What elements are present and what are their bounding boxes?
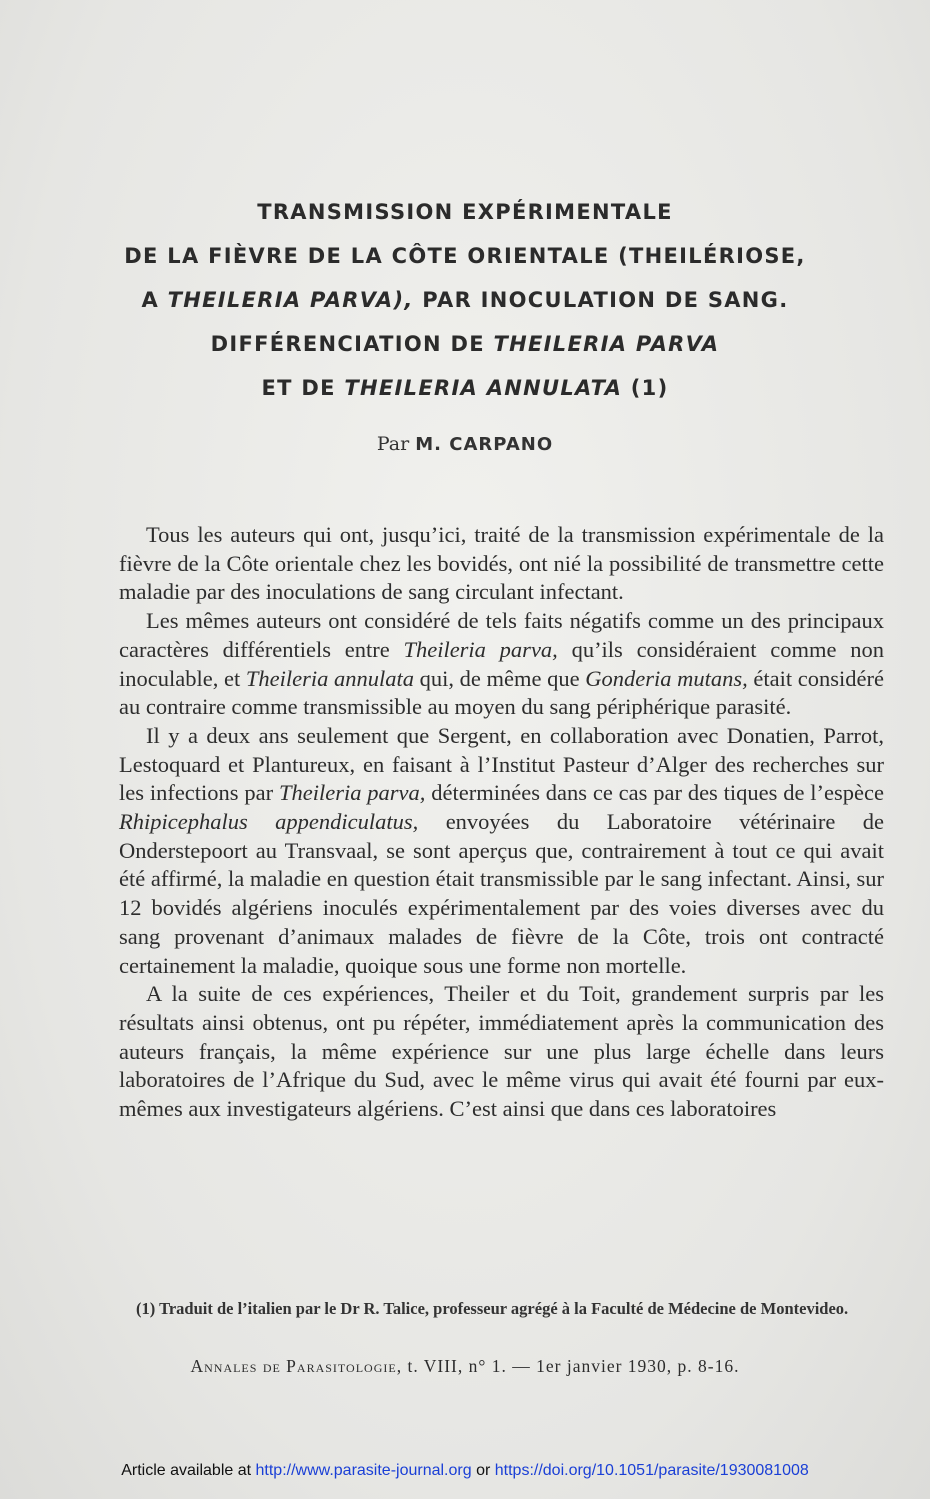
text-run: envoyées du Laboratoire vétérinaire de Onderstepoort au Transvaal, se sont aperçus que, contrairement à tout ce qui avait été affirmé, la maladie en question était transmissible par le sang infectant. Ainsi, sur 12 bovidés algériens inoculés expérimentalement par des voies diverses avec du sang provenant d’animaux malades de fièvre de la Côte, trois ont contracté certainement la maladie, quoique sous une forme non mortelle.	[119, 809, 884, 978]
text-run: Les mêmes auteurs ont considéré de tels faits négatifs comme un des principaux caractères différentiels entre	[119, 608, 884, 662]
access-banner	[0, 1462, 930, 1480]
text-run: déterminées dans ce cas par des tiques de l’espèce	[425, 780, 884, 806]
title-text: A	[141, 288, 168, 312]
species-name: Theileria annulata	[245, 665, 414, 691]
title-line-3	[0, 278, 930, 322]
title-species: THEILERIA ANNULATA	[344, 376, 623, 400]
species-name: Theileria parva,	[278, 780, 426, 806]
title-text: PAR INOCULATION DE SANG.	[413, 288, 789, 312]
title-line-1: TRANSMISSION EXPÉRIMENTALE	[257, 200, 673, 224]
article-title	[0, 190, 930, 410]
author-name: M. CARPANO	[415, 434, 554, 455]
citation-details: , t. VIII, n° 1. — 1er janvier 1930, p. 8-16.	[396, 1356, 740, 1376]
text-run: qu’ils considéraient comme non inoculable, et	[119, 636, 884, 691]
access-middle: or	[471, 1462, 495, 1479]
footnote-ref: (1)	[622, 376, 669, 400]
doi-link[interactable]: https://doi.org/10.1051/parasite/1930081008	[494, 1462, 809, 1479]
title-text: DIFFÉRENCIATION DE	[210, 332, 494, 356]
title-line-2: DE LA FIÈVRE DE LA CÔTE ORIENTALE (THEILÉRIOSE,	[124, 244, 806, 268]
species-name: Rhipicephalus appendiculatus,	[119, 809, 419, 835]
journal-name: Annales de Parasitologie	[190, 1356, 397, 1376]
text-run: Il y a deux ans seulement que Sergent, en collaboration avec Donatien, Parrot, Lestoquard et Plantureux, en faisant à l’Institut Pasteur d’Alger des recherches sur les infections par	[119, 722, 884, 806]
journal-link[interactable]: http://www.parasite-journal.org	[255, 1462, 472, 1479]
article-body	[119, 521, 884, 1124]
title-line-4	[0, 322, 930, 366]
paragraph-1: Tous les auteurs qui ont, jusqu’ici, traité de la transmission expérimentale de la fièvre de la Côte orientale chez les bovidés, ont nié la possibilité de transmettre cette maladie par des inoculations de sang circulant infectant.	[119, 522, 884, 605]
title-text: ET DE	[261, 376, 345, 400]
text-run: était considéré au contraire comme transmissible au moyen du sang périphérique parasité.	[119, 665, 885, 720]
text-run: qui, de même que	[414, 665, 586, 691]
paragraph-4: A la suite de ces expériences, Theiler et du Toit, grandement surpris par les résultats ainsi obtenus, ont pu répéter, immédiatement après la communication des auteurs français, la même expérience sur une plus large échelle dans leurs laboratoires de l’Afrique du Sud, avec le même virus qui avait été fourni par eux-mêmes aux investigateurs algériens. C’est ainsi que dans ces laboratoires	[119, 981, 884, 1122]
author-prefix: Par	[376, 433, 416, 455]
title-species: THEILERIA PARVA),	[167, 288, 414, 312]
author-line	[0, 433, 930, 455]
access-prefix: Article available at	[121, 1462, 256, 1479]
species-name: Theileria parva,	[403, 636, 558, 662]
paragraph-2	[119, 607, 884, 722]
title-species: THEILERIA PARVA	[493, 332, 720, 356]
journal-citation	[0, 1356, 930, 1377]
paragraph-3	[119, 722, 884, 980]
species-name: Gonderia mutans,	[585, 665, 748, 691]
footnote: (1) Traduit de l’italien par le Dr R. Talice, professeur agrégé à la Faculté de Médecine de Montevideo.	[136, 1299, 849, 1318]
title-line-5	[0, 366, 930, 410]
